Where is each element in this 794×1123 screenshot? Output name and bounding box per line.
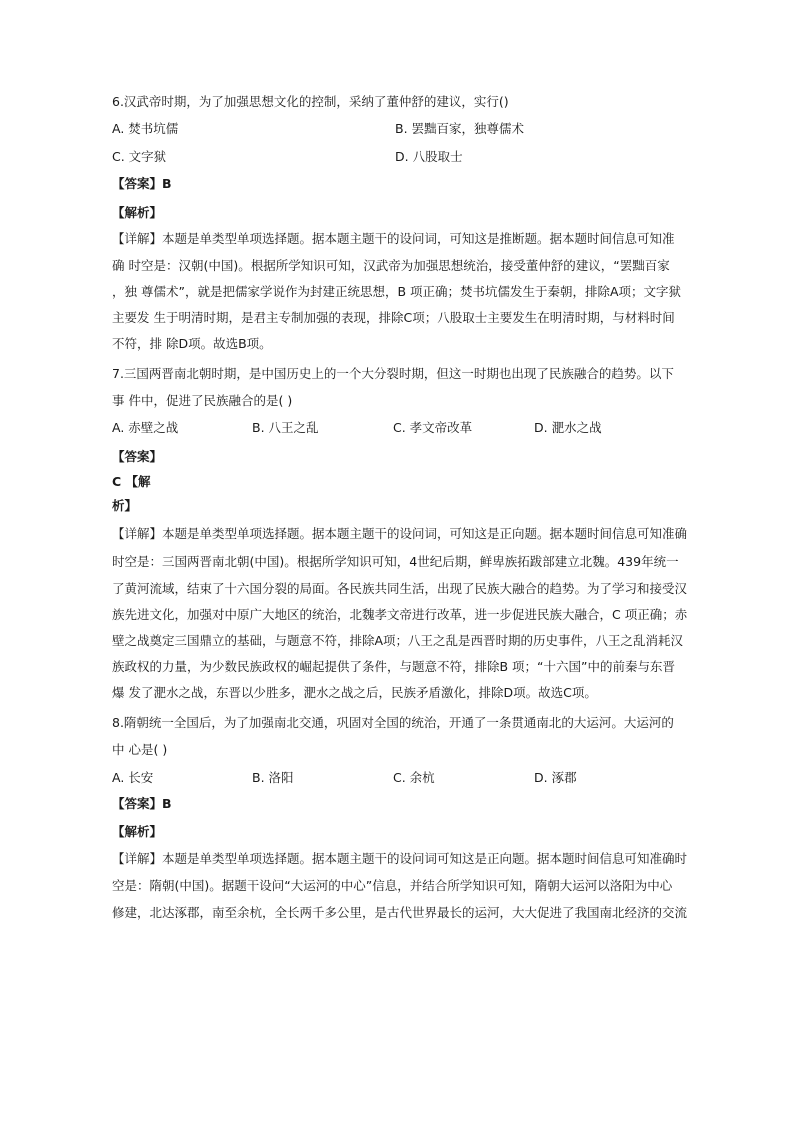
q6-option-c: C. 文字狱: [112, 149, 167, 164]
q6-answer: 【答案】B: [112, 176, 172, 191]
q8-option-d: D. 涿郡: [534, 770, 577, 785]
q6-detail-line: 不符，排 除D项。故选B项。: [112, 336, 272, 351]
q6-stem: 6.汉武帝时期，为了加强思想文化的控制，采纳了董仲舒的建议，实行(): [112, 94, 509, 109]
q7-answer: C 【解: [112, 474, 151, 489]
q8-stem-line: 中 心是( ): [112, 742, 168, 757]
q6-option-a: A. 焚书坑儒: [112, 121, 179, 136]
q7-option-c: C. 孝文帝改革: [393, 420, 473, 435]
q6-detail-line: 【详解】本题是单类型单项选择题。据本题主题干的设问词，可知这是推断题。据本题时间信息可知准: [112, 231, 675, 246]
q8-option-b: B. 洛阳: [252, 770, 294, 785]
q7-stem-line: 事 件中，促进了民族融合的是( ): [112, 393, 293, 408]
q8-option-c: C. 余杭: [393, 770, 435, 785]
q7-option-a: A. 赤壁之战: [112, 420, 179, 435]
q8-detail-line: 【详解】本题是单类型单项选择题。据本题主题干的设问词可知这是正向题。据本题时间信息可知准确时: [112, 851, 688, 866]
q7-detail-line: 爆 发了淝水之战，东晋以少胜多，淝水之战之后，民族矛盾激化，排除D项。故选C项。: [112, 685, 597, 700]
q6-option-b: B. 罢黜百家，独尊儒术: [395, 121, 525, 136]
q7-detail-line: 了黄河流域，结束了十六国分裂的局面。各民族共同生活，出现了民族大融合的趋势。为了学习和接受汉: [112, 581, 688, 596]
q7-option-b: B. 八王之乱: [252, 420, 319, 435]
q8-stem-line: 8.隋朝统一全国后，为了加强南北交通，巩固对全国的统治，开通了一条贯通南北的大运河。大运河的: [112, 715, 674, 730]
q7-analysis-tail: 析】: [112, 498, 138, 513]
q7-detail-line: 【详解】本题是单类型单项选择题。据本题主题干的设问词，可知这是正向题。据本题时间信息可知准确: [112, 526, 688, 541]
q7-detail-line: 族先进文化，加强对中原广大地区的统治，北魏孝文帝进行改革，进一步促进民族大融合，C 项正确；赤: [112, 607, 688, 622]
q8-detail-line: 空是：隋朝(中国)。据题干设问“大运河的中心”信息，并结合所学知识可知，隋朝大运河以洛阳为中心: [112, 878, 673, 893]
q7-option-d: D. 淝水之战: [534, 420, 602, 435]
q6-detail-line: ，独 尊儒术”，就是把儒家学说作为封建正统思想，B 项正确；焚书坑儒发生于秦朝，排除A项；文字狱: [112, 284, 682, 299]
q8-option-a: A. 长安: [112, 770, 154, 785]
q6-detail-line: 确 时空是：汉朝(中国)。根据所学知识可知，汉武帝为加强思想统治，接受董仲舒的建议，“罢黜百家: [112, 258, 670, 273]
q7-detail-line: 族政权的力量，为少数民族政权的崛起提供了条件，与题意不符，排除B 项；“十六国”中的前秦与东晋: [112, 659, 676, 674]
q8-answer: 【答案】B: [112, 796, 172, 811]
q7-detail-line: 壁之战奠定三国鼎立的基础，与题意不符，排除A项；八王之乱是西晋时期的历史事件，八王之乱消耗汉: [112, 633, 684, 648]
q6-detail-line: 主要发 生于明清时期，是君主专制加强的表现，排除C项；八股取士主要发生在明清时期，与材料时间: [112, 310, 675, 325]
q7-detail-line: 时空是：三国两晋南北朝(中国)。根据所学知识可知，4世纪后期，鲜卑族拓跋部建立北魏。439年统一: [112, 554, 679, 569]
q6-option-d: D. 八股取士: [395, 149, 463, 164]
q7-answer-label: 【答案】: [112, 449, 163, 464]
q6-analysis-label: 【解析】: [112, 205, 163, 220]
q7-stem-line: 7.三国两晋南北朝时期，是中国历史上的一个大分裂时期，但这一时期也出现了民族融合的趋势。以下: [112, 366, 674, 381]
q8-detail-line: 修建，北达涿郡，南至余杭，全长两千多公里，是古代世界最长的运河，大大促进了我国南北经济的交流: [112, 905, 688, 920]
q8-analysis-label: 【解析】: [112, 824, 163, 839]
